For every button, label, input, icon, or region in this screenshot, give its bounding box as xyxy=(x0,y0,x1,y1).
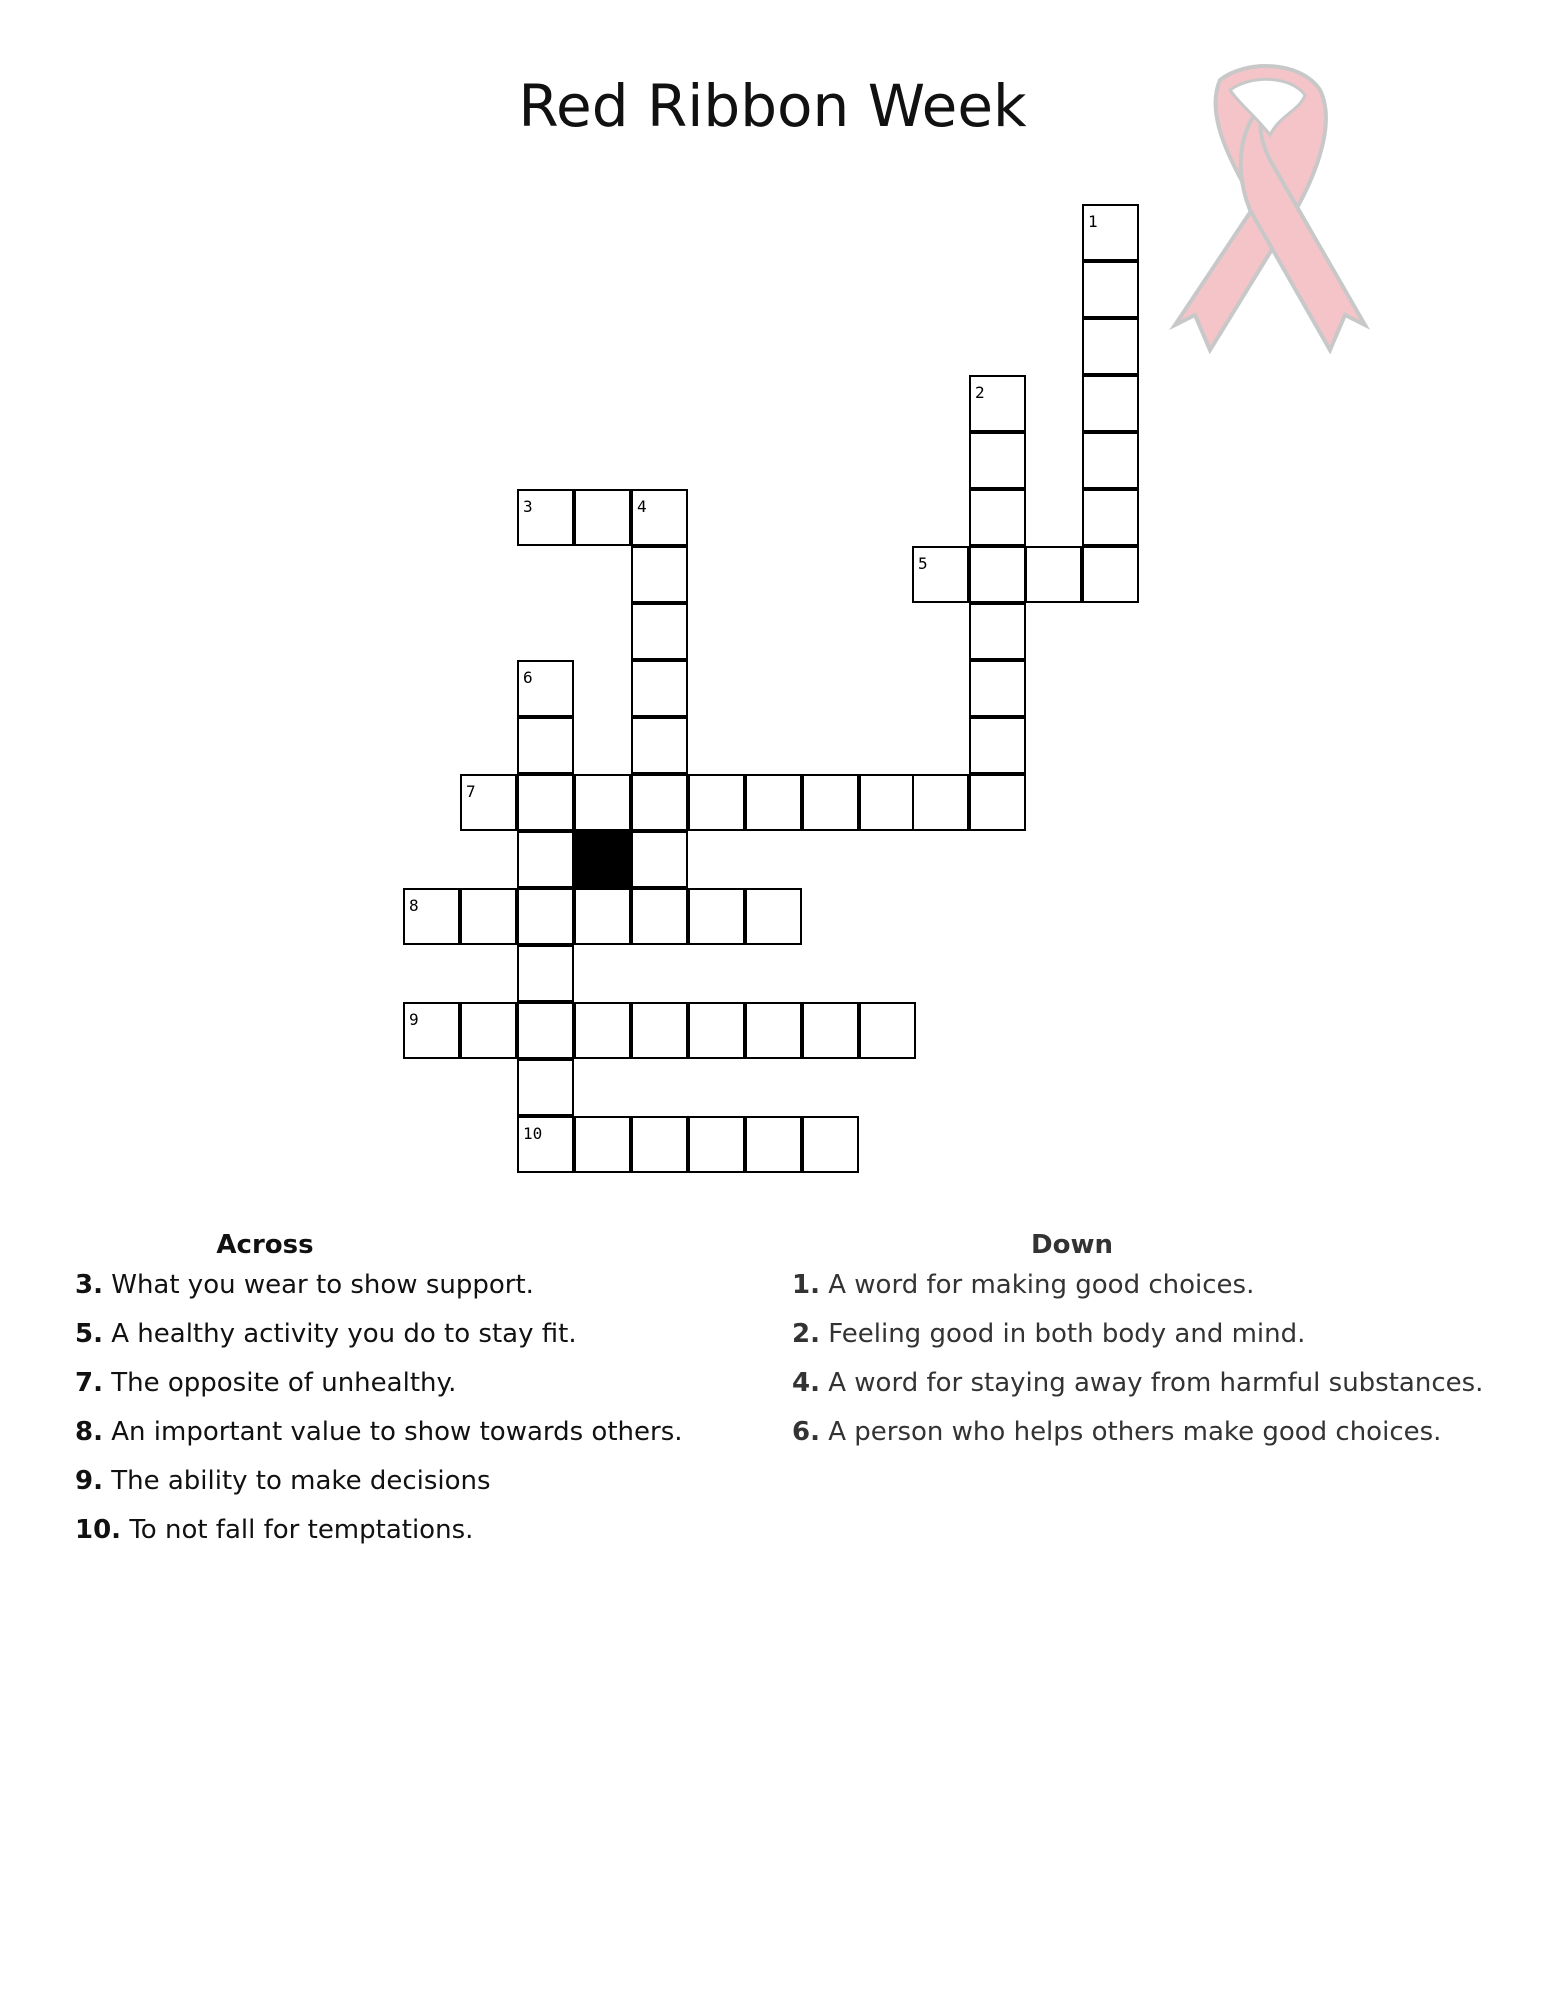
clue-number: 6. xyxy=(792,1417,820,1447)
across-clues xyxy=(75,1230,755,1564)
crossword-cell[interactable] xyxy=(517,489,574,546)
crossword-cell[interactable] xyxy=(631,774,688,831)
clue-text: What you wear to show support. xyxy=(102,1270,534,1300)
clue-number: 2. xyxy=(792,1319,820,1349)
crossword-cell[interactable] xyxy=(1082,204,1139,261)
crossword-cell[interactable] xyxy=(802,1116,859,1173)
clue-text: An important value to show towards others. xyxy=(102,1417,683,1447)
crossword-cell[interactable] xyxy=(631,546,688,603)
crossword-cell[interactable] xyxy=(631,660,688,717)
crossword-cell[interactable] xyxy=(631,603,688,660)
crossword-cell[interactable] xyxy=(802,1002,859,1059)
crossword-cell[interactable] xyxy=(969,489,1026,546)
clue-number: 7 xyxy=(466,782,476,801)
crossword-cell[interactable] xyxy=(912,774,969,831)
clue-number: 5 xyxy=(918,554,928,573)
clue-text: A word for staying away from harmful substances. xyxy=(819,1368,1484,1398)
crossword-cell[interactable] xyxy=(517,774,574,831)
clue-number: 10. xyxy=(75,1515,122,1545)
crossword-cell[interactable] xyxy=(403,888,460,945)
crossword-cell[interactable] xyxy=(1082,546,1139,603)
crossword-cell[interactable] xyxy=(969,375,1026,432)
crossword-cell[interactable] xyxy=(688,888,745,945)
crossword-cell[interactable] xyxy=(517,1059,574,1116)
crossword-cell[interactable] xyxy=(969,432,1026,489)
across-heading: Across xyxy=(216,1230,314,1260)
clue-number: 1 xyxy=(1088,212,1098,231)
clue-number: 3. xyxy=(75,1270,103,1300)
crossword-cell[interactable] xyxy=(912,546,969,603)
crossword-cell[interactable] xyxy=(574,774,631,831)
crossword-cell[interactable] xyxy=(460,1002,517,1059)
clue-number: 1. xyxy=(792,1270,820,1300)
crossword-cell[interactable] xyxy=(1082,489,1139,546)
clue-number: 3 xyxy=(523,497,533,516)
crossword-cell[interactable] xyxy=(745,1116,802,1173)
crossword-cell[interactable] xyxy=(517,831,574,888)
crossword-cell[interactable] xyxy=(859,774,916,831)
crossword-cell[interactable] xyxy=(517,1116,574,1173)
crossword-cell[interactable] xyxy=(1082,375,1139,432)
crossword-cell[interactable] xyxy=(631,1002,688,1059)
crossword-cell[interactable] xyxy=(859,1002,916,1059)
crossword-cell[interactable] xyxy=(969,660,1026,717)
across-clue xyxy=(75,1319,755,1349)
clue-number: 10 xyxy=(523,1124,543,1143)
clue-number: 2 xyxy=(975,383,985,402)
crossword-cell[interactable] xyxy=(1082,261,1139,318)
clue-number: 8 xyxy=(409,896,419,915)
clue-number: 9 xyxy=(409,1010,419,1029)
crossword-cell[interactable] xyxy=(517,1002,574,1059)
crossword-cell[interactable] xyxy=(574,888,631,945)
clue-text: A word for making good choices. xyxy=(819,1270,1255,1300)
crossword-cell[interactable] xyxy=(460,774,517,831)
across-clue xyxy=(75,1270,755,1300)
crossword-cell[interactable] xyxy=(574,1002,631,1059)
crossword-cell[interactable] xyxy=(969,546,1026,603)
crossword-cell[interactable] xyxy=(969,603,1026,660)
crossword-cell[interactable] xyxy=(969,717,1026,774)
clue-number: 9. xyxy=(75,1466,103,1496)
crossword-cell[interactable] xyxy=(1082,432,1139,489)
crossword-cell[interactable] xyxy=(631,831,688,888)
down-heading: Down xyxy=(1031,1230,1113,1260)
clue-number: 8. xyxy=(75,1417,103,1447)
crossword-cell[interactable] xyxy=(631,1116,688,1173)
crossword-cell[interactable] xyxy=(517,660,574,717)
crossword-cell[interactable] xyxy=(631,888,688,945)
clue-number: 6 xyxy=(523,668,533,687)
down-clues xyxy=(792,1230,1492,1466)
crossword-cell[interactable] xyxy=(517,717,574,774)
clue-number: 4 xyxy=(637,497,647,516)
crossword-cell[interactable] xyxy=(745,1002,802,1059)
crossword-cell[interactable] xyxy=(460,888,517,945)
down-clue xyxy=(792,1368,1492,1398)
clue-text: A person who helps others make good choices. xyxy=(819,1417,1442,1447)
page-title: Red Ribbon Week xyxy=(518,72,1027,140)
clue-text: A healthy activity you do to stay fit. xyxy=(102,1319,577,1349)
clue-text: The opposite of unhealthy. xyxy=(102,1368,457,1398)
down-clue xyxy=(792,1270,1492,1300)
crossword-cell[interactable] xyxy=(969,774,1026,831)
across-clue xyxy=(75,1466,755,1496)
crossword-cell[interactable] xyxy=(517,888,574,945)
crossword-cell[interactable] xyxy=(745,888,802,945)
clue-number: 7. xyxy=(75,1368,103,1398)
clue-number: 5. xyxy=(75,1319,103,1349)
clue-text: Feeling good in both body and mind. xyxy=(819,1319,1306,1349)
blocked-cell xyxy=(574,831,631,888)
crossword-cell[interactable] xyxy=(802,774,859,831)
clue-text: The ability to make decisions xyxy=(102,1466,491,1496)
across-clue xyxy=(75,1417,755,1447)
across-clue xyxy=(75,1515,755,1545)
across-clue xyxy=(75,1368,755,1398)
crossword-cell[interactable] xyxy=(1025,546,1082,603)
crossword-cell[interactable] xyxy=(574,489,631,546)
crossword-cell[interactable] xyxy=(574,1116,631,1173)
crossword-cell[interactable] xyxy=(517,945,574,1002)
crossword-cell[interactable] xyxy=(688,1116,745,1173)
crossword-cell[interactable] xyxy=(631,717,688,774)
crossword-cell[interactable] xyxy=(1082,318,1139,375)
crossword-cell[interactable] xyxy=(403,1002,460,1059)
clue-number: 4. xyxy=(792,1368,820,1398)
crossword-cell[interactable] xyxy=(745,774,802,831)
clue-text: To not fall for temptations. xyxy=(121,1515,474,1545)
crossword-cell[interactable] xyxy=(688,774,745,831)
down-clue xyxy=(792,1417,1492,1447)
crossword-cell[interactable] xyxy=(631,489,688,546)
down-clue xyxy=(792,1319,1492,1349)
crossword-cell[interactable] xyxy=(688,1002,745,1059)
